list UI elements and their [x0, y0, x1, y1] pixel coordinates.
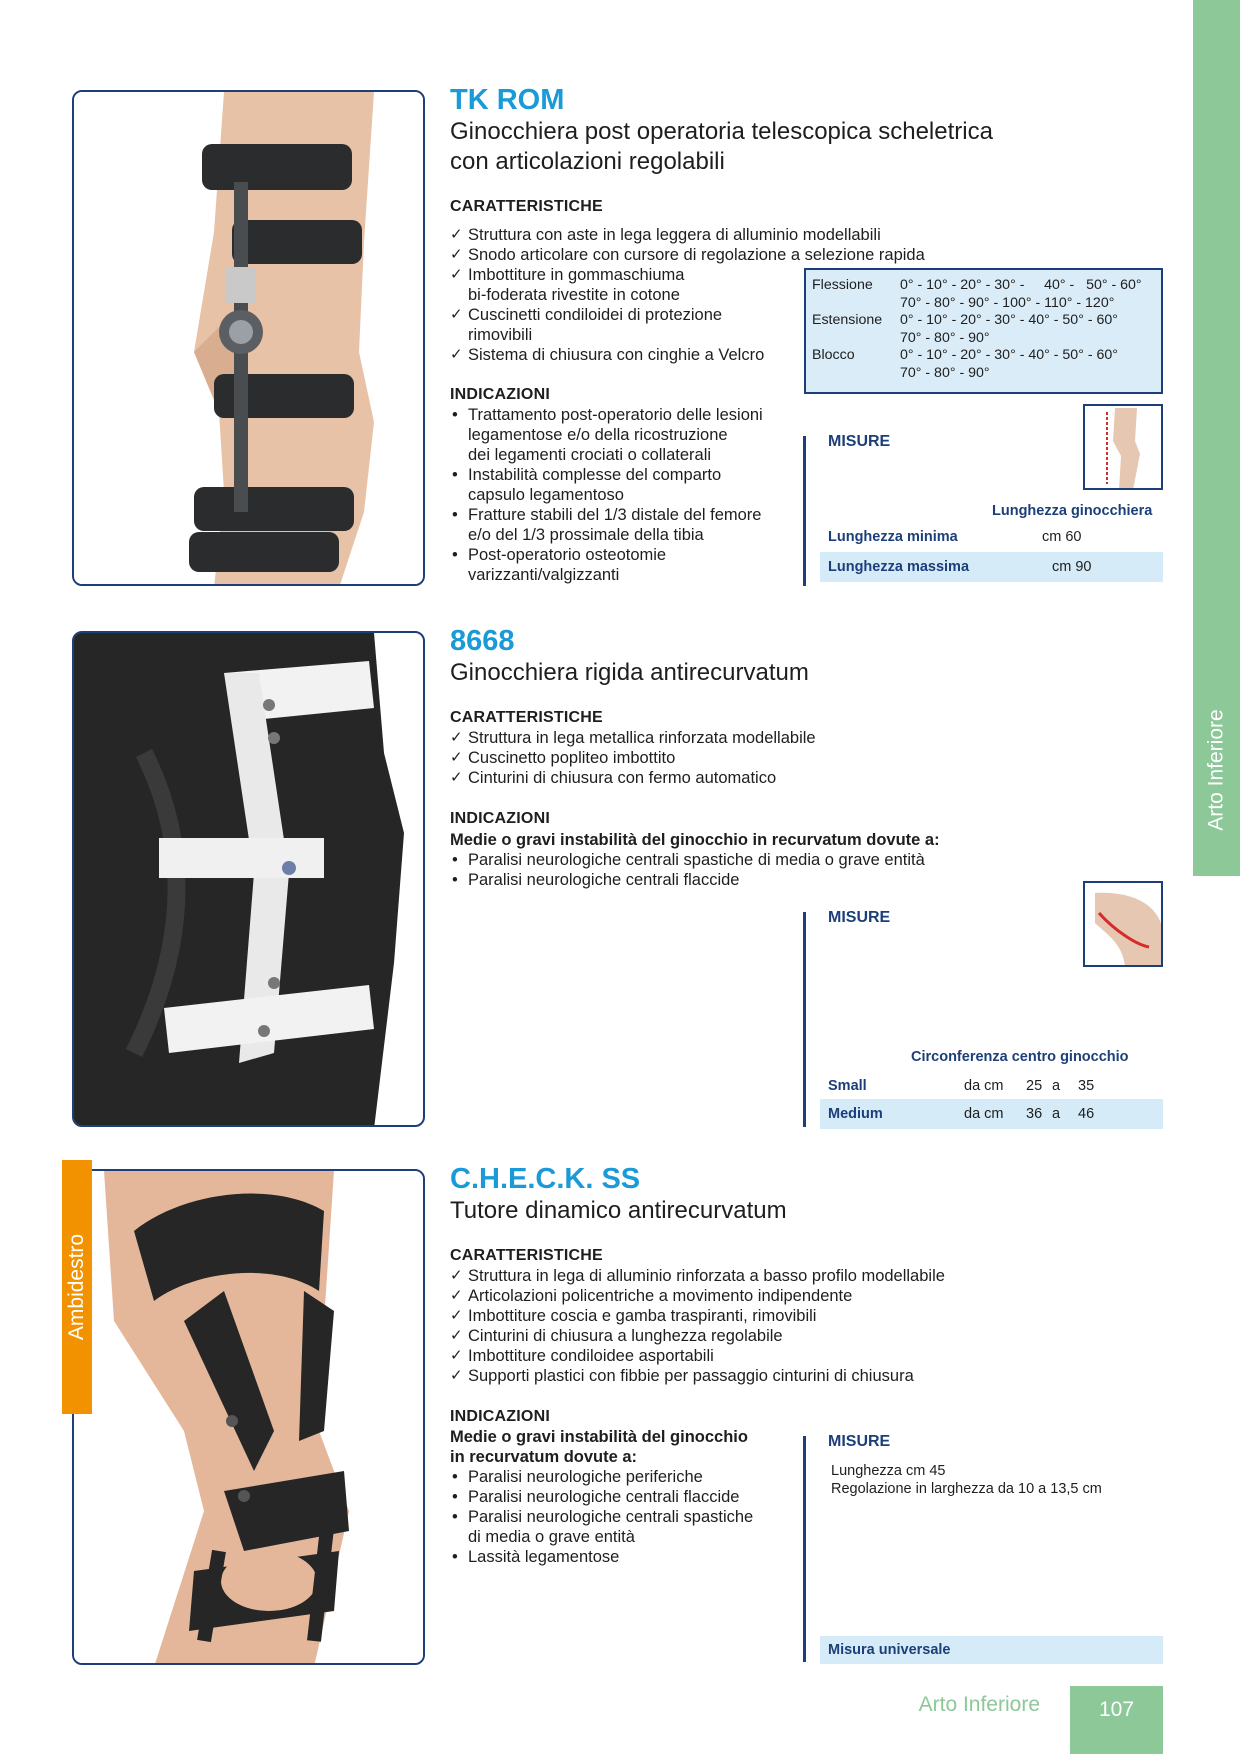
list-item: ✓ Cuscinetti condiloidei di protezione — [450, 305, 780, 325]
product-title: Ginocchiera post operatoria telescopica scheletrica con articolazioni regolabili — [450, 118, 993, 175]
angle-values: 70° - 80° - 90° — [900, 329, 990, 346]
angle-values: 0° - 10° - 20° - 30° - 40° - 50° - 60° — [900, 277, 1142, 293]
list-item: e/o del 1/3 prossimale della tibia — [468, 526, 704, 544]
angle-values: 0° - 10° - 20° - 30° - 40° - 50° - 60° — [900, 312, 1118, 328]
indications-lead: Medie o gravi instabilità del ginocchio — [450, 1428, 748, 1446]
list-item: ✓ Supporti plastici con fibbie per passaggio cinturini di chiusura — [450, 1366, 1010, 1386]
product-code: TK ROM — [450, 84, 565, 116]
angle-values: 70° - 80° - 90° — [900, 364, 990, 381]
list-item: legamentose e/o della ricostruzione — [468, 426, 728, 444]
product-title: Tutore dinamico antirecurvatum — [450, 1197, 787, 1224]
features-heading: CARATTERISTICHE — [450, 709, 603, 726]
list-item: • Instabilità complesse del comparto — [450, 465, 790, 485]
list-item: ✓ Struttura in lega di alluminio rinforzata a basso profilo modellabile — [450, 1266, 1010, 1286]
product-title: Ginocchiera rigida antirecurvatum — [450, 659, 809, 686]
features-heading: CARATTERISTICHE — [450, 198, 603, 215]
misure-row — [820, 1099, 1163, 1129]
list-item: ✓ Imbottiture coscia e gamba traspiranti, rimovibili — [450, 1306, 1010, 1326]
list-item: capsulo legamentoso — [468, 486, 624, 504]
features-list — [450, 345, 780, 365]
misure-row-value: cm 90 — [1052, 559, 1092, 575]
misure-divider — [803, 1436, 806, 1662]
list-item: ✓ Struttura in lega metallica rinforzata modellabile — [450, 728, 970, 748]
page-number: 107 — [1070, 1686, 1163, 1754]
list-item: di media o grave entità — [468, 1528, 635, 1546]
angle-settings-box — [804, 268, 1163, 394]
misure-length-text: Lunghezza cm 45 — [831, 1463, 946, 1479]
indications-heading: INDICAZIONI — [450, 1408, 550, 1425]
knee-brace-image — [74, 92, 425, 586]
indications-heading: INDICAZIONI — [450, 386, 550, 403]
misure-row-sep: a — [1052, 1106, 1061, 1122]
leg-length-thumbnail — [1083, 404, 1163, 490]
knee-brace-image — [74, 633, 425, 1127]
misure-divider — [803, 912, 806, 1127]
list-item: • Paralisi neurologiche centrali flaccide — [450, 870, 1010, 890]
indications-lead: Medie o gravi instabilità del ginocchio in recurvatum dovute a: — [450, 831, 940, 849]
misure-row-label: Lunghezza minima — [828, 529, 958, 545]
misure-label: MISURE — [828, 909, 891, 926]
knee-brace-image — [74, 1171, 425, 1665]
indications-lead: in recurvatum dovute a: — [450, 1448, 638, 1466]
misure-label: MISURE — [828, 433, 891, 450]
misure-row — [820, 1636, 1163, 1664]
misure-row-from: 36 — [1026, 1106, 1043, 1122]
list-item: ✓ Cuscinetto popliteo imbottito — [450, 748, 970, 768]
list-item: • Post-operatorio osteotomie — [450, 545, 790, 565]
list-item: dei legamenti crociati o collaterali — [468, 446, 712, 464]
misure-row — [820, 522, 1163, 552]
list-item: ✓ Snodo articolare con cursore di regolazione a selezione rapida — [450, 245, 970, 265]
list-item: • Paralisi neurologiche centrali spastiche di media o grave entità — [450, 850, 1010, 870]
footer-section-label: Arto Inferiore — [918, 1693, 1040, 1716]
list-item: • Trattamento post-operatorio delle lesioni — [450, 405, 790, 425]
angle-label: Blocco — [812, 347, 855, 363]
misure-universal-label: Misura universale — [828, 1642, 951, 1658]
indications-list-2 — [450, 850, 1010, 890]
misure-row-label: Medium — [828, 1106, 883, 1122]
misure-label: MISURE — [828, 1433, 891, 1450]
misure-row-unit: da cm — [964, 1078, 1004, 1094]
misure-row-from: 25 — [1026, 1078, 1043, 1094]
list-item-continued: rimovibili — [468, 326, 533, 344]
misure-row — [820, 1071, 1163, 1101]
list-item: ✓ Imbottiture condiloidee asportabili — [450, 1346, 1010, 1366]
list-item: • Paralisi neurologiche centrali spastiche — [450, 1507, 790, 1527]
indications-list-3 — [450, 1467, 790, 1567]
features-list — [450, 728, 970, 788]
list-item-continued: bi-foderata rivestite in cotone — [468, 286, 680, 304]
leg-length-icon — [1085, 406, 1163, 490]
angle-label: Estensione — [812, 312, 883, 328]
features-list — [450, 305, 780, 325]
misure-row-value: cm 60 — [1042, 529, 1082, 545]
product-code: C.H.E.C.K. SS — [450, 1163, 641, 1195]
list-item: ✓ Articolazioni policentriche a movimento indipendente — [450, 1286, 1010, 1306]
list-item: ✓ Imbottiture in gommaschiuma — [450, 265, 970, 285]
misure-divider — [803, 436, 806, 586]
list-item: ✓ Sistema di chiusura con cinghie a Velcro — [450, 345, 780, 365]
tk-rom-photo — [72, 90, 425, 586]
list-item: ✓ Cinturini di chiusura a lunghezza regolabile — [450, 1326, 1010, 1346]
features-list — [450, 1266, 1010, 1386]
list-item: • Fratture stabili del 1/3 distale del femore — [450, 505, 790, 525]
section-side-tab-label: Arto Inferiore — [1204, 709, 1228, 831]
misure-row-to: 46 — [1078, 1106, 1095, 1122]
knee-circumference-thumbnail — [1083, 881, 1163, 967]
misure-column-header: Circonferenza centro ginocchio — [911, 1049, 1129, 1065]
misure-width-text: Regolazione in larghezza da 10 a 13,5 cm — [831, 1481, 1102, 1497]
misure-row-to: 35 — [1078, 1078, 1095, 1094]
knee-circumference-icon — [1085, 883, 1163, 967]
ambidestro-badge: Ambidestro — [62, 1160, 92, 1414]
indications-list — [450, 405, 790, 585]
angle-values: 70° - 80° - 90° - 100° - 110° - 120° — [900, 294, 1115, 311]
misure-column-header: Lunghezza ginocchiera — [992, 503, 1153, 519]
list-item: ✓ Struttura con aste in lega leggera di alluminio modellabili — [450, 225, 970, 245]
list-item: • Paralisi neurologiche centrali flaccide — [450, 1487, 790, 1507]
misure-row-label: Lunghezza massima — [828, 559, 970, 575]
misure-row-unit: da cm — [964, 1106, 1004, 1122]
indications-heading: INDICAZIONI — [450, 810, 550, 827]
misure-row-label: Small — [828, 1078, 867, 1094]
features-heading: CARATTERISTICHE — [450, 1247, 603, 1264]
list-item: ✓ Cinturini di chiusura con fermo automatico — [450, 768, 970, 788]
angle-label: Flessione — [812, 277, 873, 293]
angle-values: 0° - 10° - 20° - 30° - 40° - 50° - 60° — [900, 347, 1118, 363]
8668-photo — [72, 631, 425, 1127]
product-code: 8668 — [450, 625, 515, 657]
list-item: • Lassità legamentose — [450, 1547, 790, 1567]
list-item: • Paralisi neurologiche periferiche — [450, 1467, 790, 1487]
list-item: varizzanti/valgizzanti — [468, 566, 620, 584]
check-ss-photo — [72, 1169, 425, 1665]
misure-row-sep: a — [1052, 1078, 1061, 1094]
misure-row — [820, 552, 1163, 582]
